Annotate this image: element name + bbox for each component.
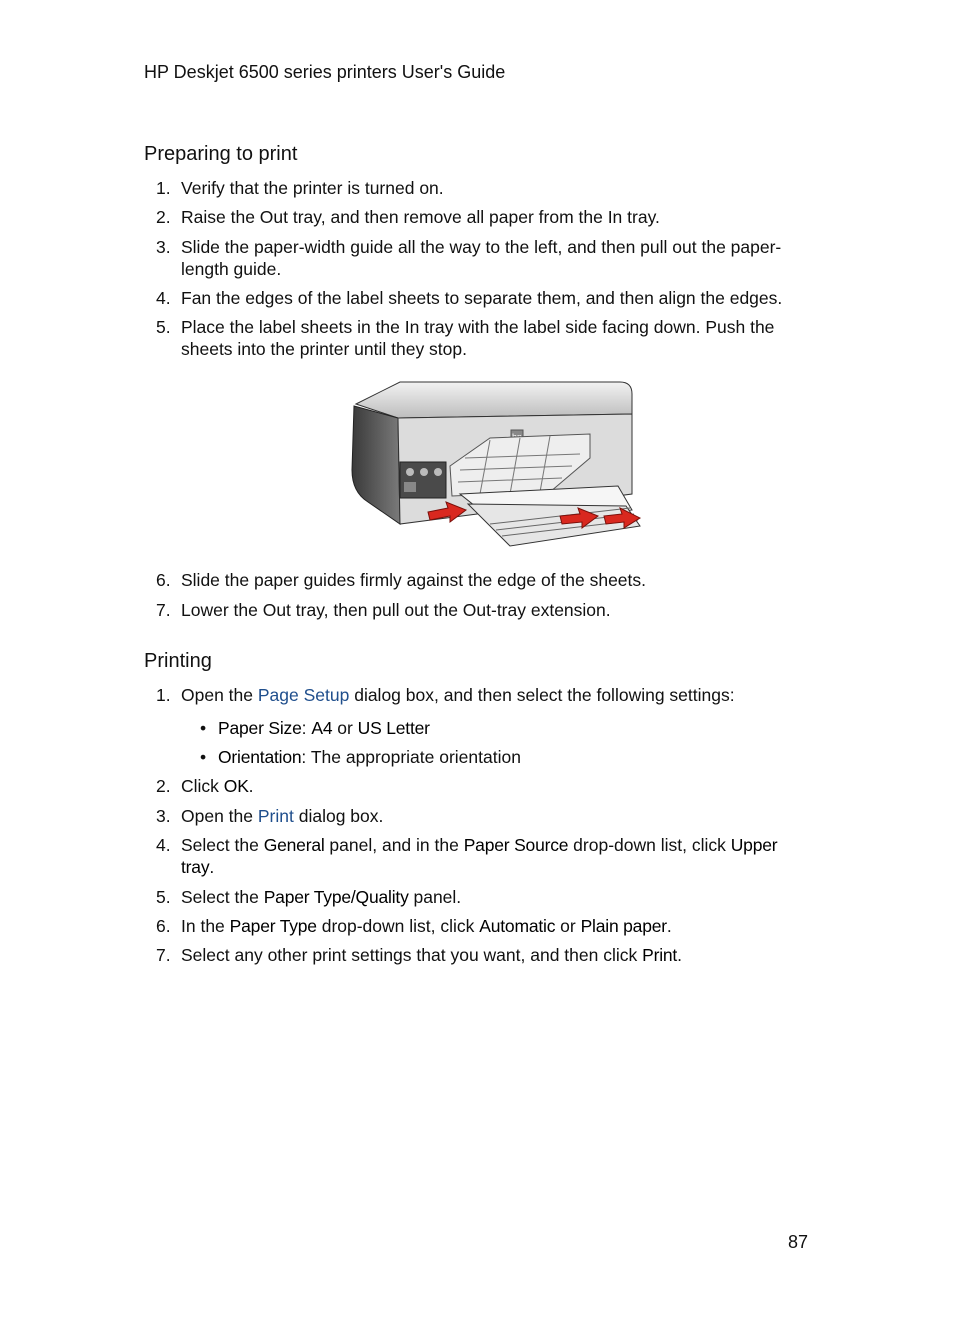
text-run: dialog box.: [293, 806, 384, 826]
text-run: Select any other print settings that you want, and then click: [181, 945, 643, 965]
ui-term: US Letter: [357, 718, 430, 738]
step-number: 7.: [156, 600, 171, 620]
step-number: 5.: [156, 317, 171, 337]
list-item: [156, 944, 816, 966]
list-item: [156, 886, 816, 908]
list-item: [156, 775, 816, 797]
step-text: Slide the paper guides firmly against the edge of the sheets.: [181, 570, 647, 590]
list-item: [156, 805, 816, 827]
text-run: :: [301, 718, 312, 738]
bullet-icon: •: [200, 718, 207, 738]
step-text: Lower the Out tray, then pull out the Out-tray extension.: [181, 600, 611, 620]
step-text-line: length guide.: [181, 259, 282, 279]
text-run: drop-down list, click: [568, 835, 731, 855]
list-item: [156, 316, 816, 360]
step-number: 1.: [156, 178, 171, 198]
bullet-item: [200, 746, 521, 768]
print-link[interactable]: Print: [257, 806, 294, 826]
text-run: panel.: [408, 887, 462, 907]
text-run: Select the: [181, 887, 264, 907]
text-run: drop-down list, click: [316, 916, 480, 936]
printer-label-loading-illustration: [340, 374, 650, 550]
step-text-line: [181, 856, 816, 878]
list-item: [156, 177, 816, 199]
ui-term: Orientation: [218, 747, 302, 767]
step-text: [181, 915, 816, 937]
text-run: .: [248, 776, 254, 796]
ui-term: A4: [311, 718, 333, 738]
step-text: Fan the edges of the label sheets to separate them, and then align the edges.: [181, 288, 783, 308]
ui-term: Print: [642, 945, 678, 965]
ui-term: Upper: [730, 835, 778, 855]
step-number: 7.: [156, 945, 171, 965]
bullet-icon: •: [200, 747, 207, 767]
ui-term: Plain paper: [580, 916, 667, 936]
text-run: Click: [181, 776, 224, 796]
step-number: 3.: [156, 237, 171, 257]
step-number: 2.: [156, 776, 171, 796]
ui-term: Paper Source: [463, 835, 569, 855]
document-header: HP Deskjet 6500 series printers User's Guide: [144, 62, 506, 82]
step-text: [181, 775, 816, 797]
heading-preparing-to-print: Preparing to print: [144, 143, 298, 165]
text-run: or: [332, 718, 358, 738]
step-number: 3.: [156, 806, 171, 826]
text-run: dialog box, and then select the following settings:: [349, 685, 735, 705]
step-number: 5.: [156, 887, 171, 907]
list-item: [156, 236, 816, 280]
step-number: 1.: [156, 685, 171, 705]
bullet-text: [218, 746, 521, 768]
heading-printing: Printing: [144, 650, 212, 672]
list-item: [156, 287, 816, 309]
text-run: .: [209, 857, 215, 877]
page-number: 87: [787, 1232, 808, 1252]
step-text: [181, 944, 816, 966]
ui-term: Paper Size: [218, 718, 302, 738]
text-run: Open the: [181, 685, 258, 705]
list-item: [156, 915, 816, 937]
ui-term: OK: [223, 776, 249, 796]
ui-term: Automatic: [479, 916, 556, 936]
text-run: .: [677, 945, 682, 965]
step-text: [181, 834, 816, 856]
text-run: .: [666, 916, 672, 936]
step-number: 4.: [156, 288, 171, 308]
step-text-line: Slide the paper-width guide all the way to the left, and then pull out the paper-: [181, 237, 782, 257]
step-text: [181, 886, 816, 908]
step-number: 6.: [156, 570, 171, 590]
text-run: Open the: [181, 806, 258, 826]
text-run: : The appropriate orientation: [301, 747, 521, 767]
ui-term: General: [263, 835, 325, 855]
bullet-text: [218, 717, 430, 739]
ui-term: Paper Type: [229, 916, 317, 936]
bullet-item: [200, 717, 430, 739]
page-setup-link[interactable]: Page Setup: [257, 685, 350, 705]
ui-term: Paper Type/Quality: [263, 887, 409, 907]
step-text: [181, 684, 816, 706]
text-run: or: [555, 916, 581, 936]
list-item: [156, 834, 816, 878]
list-item: [156, 206, 816, 228]
list-item: [156, 684, 816, 706]
list-item: [156, 599, 816, 621]
text-run: In the: [181, 916, 230, 936]
step-text-line: Place the label sheets in the In tray with the label side facing down. Push the: [181, 317, 775, 337]
ui-term: tray: [181, 857, 210, 877]
step-number: 2.: [156, 207, 171, 227]
step-number: 6.: [156, 916, 171, 936]
step-text: [181, 805, 816, 827]
step-text: Raise the Out tray, and then remove all paper from the In tray.: [181, 207, 660, 227]
text-run: panel, and in the: [324, 835, 464, 855]
text-run: Select the: [181, 835, 264, 855]
step-text: Verify that the printer is turned on.: [181, 178, 444, 198]
list-item: [156, 569, 816, 591]
step-text-line: sheets into the printer until they stop.: [181, 339, 467, 359]
step-number: 4.: [156, 835, 171, 855]
